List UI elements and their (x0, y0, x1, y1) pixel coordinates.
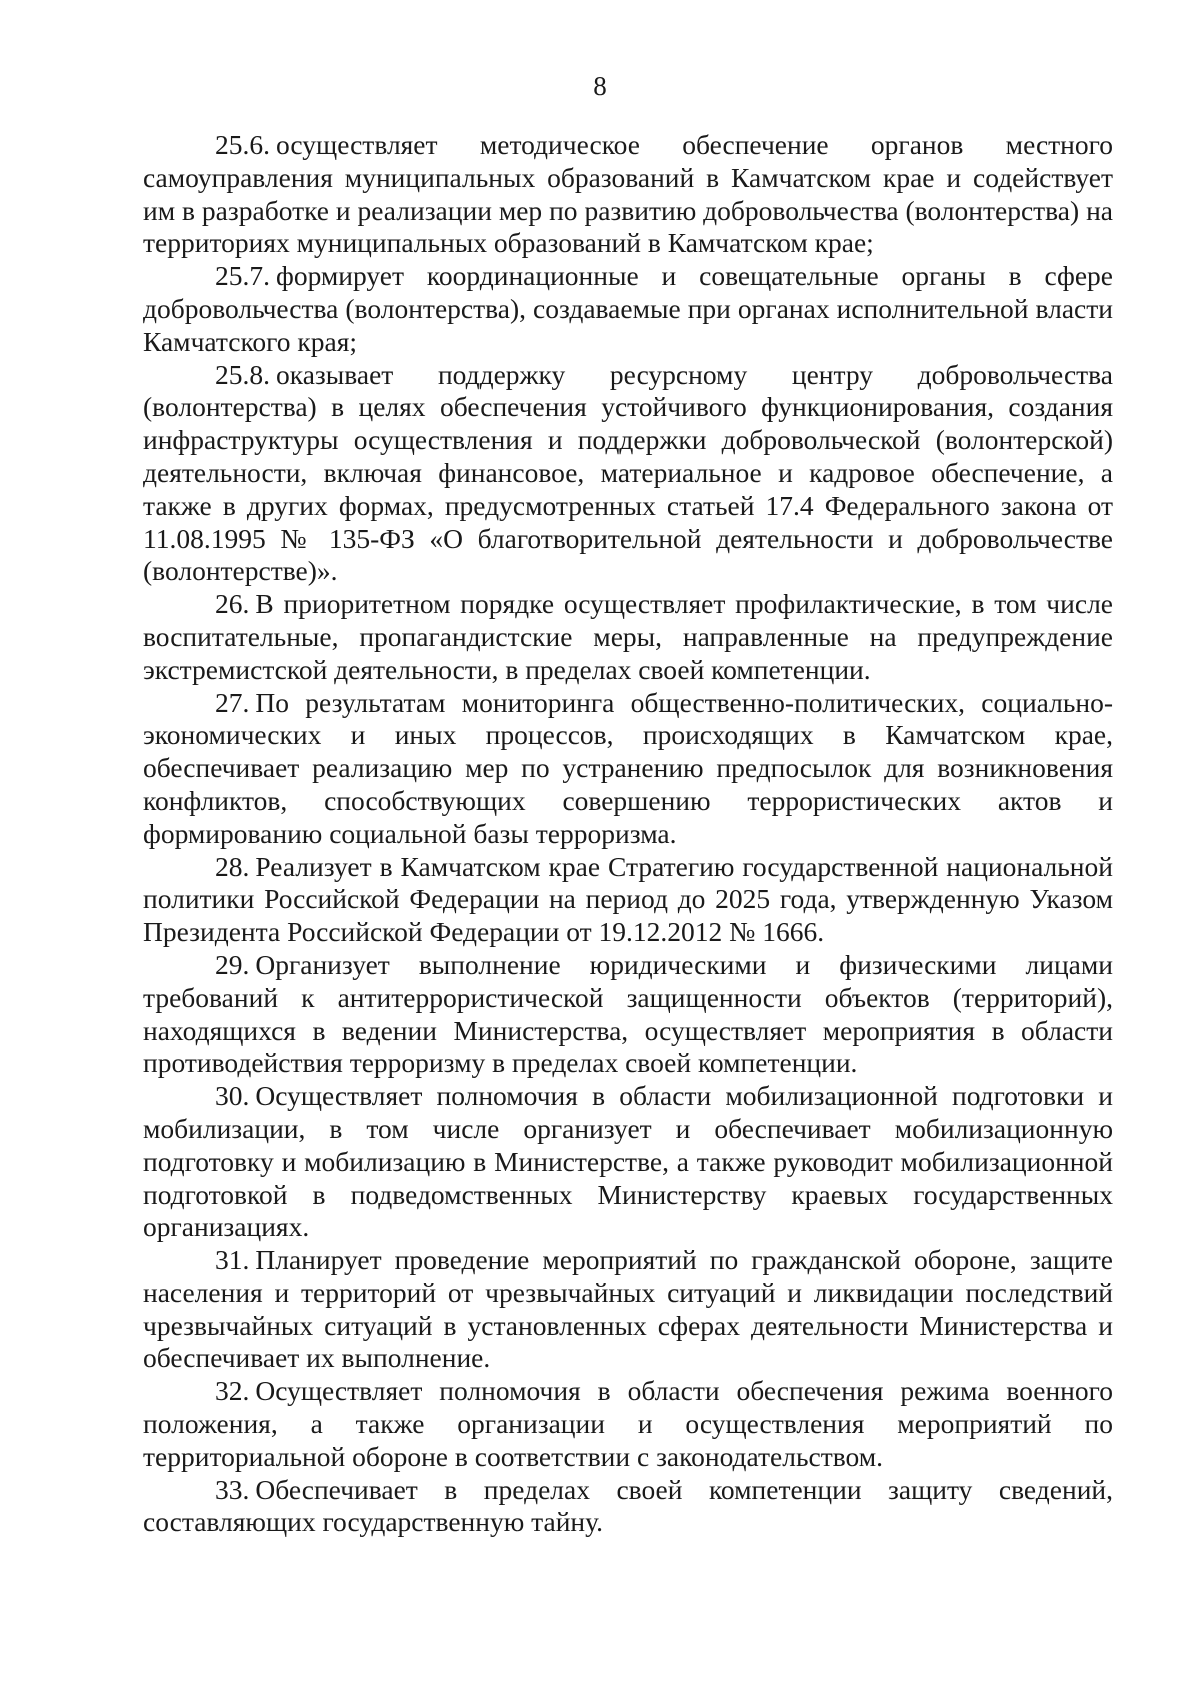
clause-30 (143, 1080, 1113, 1244)
clause-number: 30. (215, 1080, 250, 1112)
clause-31 (143, 1244, 1113, 1375)
clause-number: 29. (215, 948, 250, 980)
clause-text: формирует координационные и совещательные органы в сфере добровольчества (волонтерства), создаваемые при органах исполнительной власти Камчатского края; (143, 260, 1113, 357)
clause-text: По результатам мониторинга общественно-политических, социально-экономических и иных процессов, происходящих в Камчатском крае, обеспечивает реализацию мер по устранению предпосылок для возникновения конфликтов, способствующих совершению террористических актов и формированию социальной базы терроризма. (143, 686, 1113, 849)
clause-text: В приоритетном порядке осуществляет профилактические, в том числе воспитательные, пропагандистские меры, направленные на предупреждение экстремистской деятельности, в пределах своей компетенции. (143, 588, 1113, 685)
clause-25-7 (143, 260, 1113, 358)
clause-text: оказывает поддержку ресурсному центру добровольчества (волонтерства) в целях обеспечения устойчивого функционирования, создания инфраструктуры осуществления и поддержки добровольческой (волонтерской) деятельности, включая финансовое, материальное и кадровое обеспечение, а также в других формах, предусмотренных статьей 17.4 Федерального закона от 11.08.1995 № 135-ФЗ «О благотворительной деятельности и добровольчестве (волонтерстве)». (143, 358, 1113, 587)
document-body (143, 129, 1113, 1539)
clause-number: 26. (215, 588, 250, 620)
clause-text: Осуществляет полномочия в области обеспечения режима военного положения, а также организации и осуществления мероприятий по территориальной обороне в соответствии с законодательством. (143, 1375, 1113, 1472)
clause-text: Планирует проведение мероприятий по гражданской обороне, защите населения и территорий от чрезвычайных ситуаций и ликвидации последствий чрезвычайных ситуаций в установленных сферах деятельности Министерства и обеспечивает их выполнение. (143, 1244, 1113, 1374)
clause-number: 31. (215, 1244, 250, 1276)
clause-number: 32. (215, 1375, 250, 1407)
clause-text: Обеспечивает в пределах своей компетенции защиту сведений, составляющих государственную тайну. (143, 1473, 1113, 1538)
clause-33 (143, 1474, 1113, 1540)
clause-text: Осуществляет полномочия в области мобилизационной подготовки и мобилизации, в том числе организует и обеспечивает мобилизационную подготовку и мобилизацию в Министерстве, а также руководит мобилизационной подготовкой в подведомственных Министерству краевых государственных организациях. (143, 1080, 1113, 1243)
clause-number: 27. (215, 686, 250, 718)
clause-text: Реализует в Камчатском крае Стратегию государственной национальной политики Российской Федерации на период до 2025 года, утвержденную Указом Президента Российской Федерации от 19.12.2012 № 1666. (143, 850, 1113, 948)
page-number: 8 (593, 71, 607, 101)
clause-number: 28. (215, 850, 250, 882)
clause-26 (143, 588, 1113, 686)
clause-28 (143, 851, 1113, 949)
clause-number: 25.6. (215, 129, 270, 160)
clause-27 (143, 687, 1113, 851)
clause-32 (143, 1375, 1113, 1473)
clause-25-8 (143, 359, 1113, 589)
clause-number: 25.8. (215, 358, 270, 390)
clause-text: Организует выполнение юридическими и физическими лицами требований к антитеррористической защищенности объектов (территорий), находящихся в ведении Министерства, осуществляет мероприятия в области противодействия терроризму в пределах своей компетенции. (143, 948, 1113, 1079)
clause-text: осуществляет методическое обеспечение органов местного самоуправления муниципальных образований в Камчатском крае и содействует им в разработке и реализации мер по развитию добровольчества (волонтерства) на территориях муниципальных образований в Камчатском крае; (143, 129, 1113, 259)
clause-29 (143, 949, 1113, 1080)
clause-25-6 (143, 129, 1113, 260)
clause-number: 25.7. (215, 260, 270, 292)
clause-number: 33. (215, 1473, 250, 1505)
